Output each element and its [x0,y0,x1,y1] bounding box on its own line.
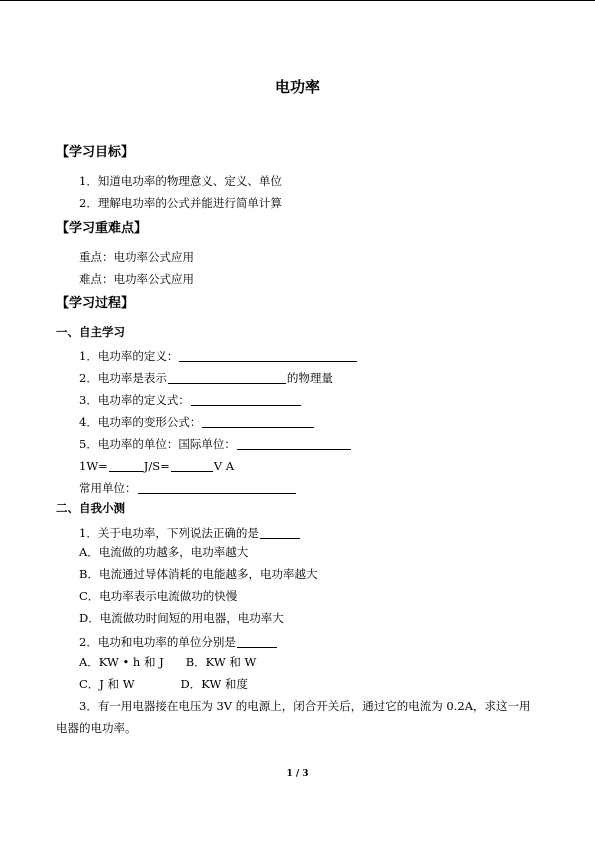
unit-c: V A [213,459,235,473]
self-test-q2 [79,635,278,649]
q2-text-pre: 2．电功率是表示 [79,371,167,385]
self-study-q2 [79,371,333,385]
q2-options-cd [79,679,248,691]
answer-blank[interactable] [237,635,277,648]
self-test-heading: 二、自我小测 [56,501,125,515]
option-b: B．电流通过导体消耗的电能越多，电功率越大 [79,567,318,581]
answer-blank[interactable] [138,481,296,494]
unit-a: 1W= [79,459,108,473]
answer-blank[interactable] [202,415,314,428]
self-study-q3 [79,393,302,407]
option-a: A．电流做的功越多，电功率越大 [79,545,249,559]
q3-text: 3．电功率的定义式： [79,393,190,407]
page-number: 1 / 3 [286,769,309,779]
self-study-q1 [79,349,358,363]
q2-option-a: A．KW • h 和 J [79,655,164,669]
answer-blank[interactable] [168,371,286,384]
q2-option-b: B．KW 和 W [185,655,257,669]
key-point: 重点：电功率公式应用 [79,250,194,264]
key-points-heading: 【学习重难点】 [56,221,148,236]
option-d: D．电流做功时间短的用电器，电功率大 [79,611,284,625]
goal-item-1: 1．知道电功率的物理意义、定义、单位 [79,174,282,188]
difficult-point: 难点：电功率公式应用 [79,272,194,286]
self-study-q4 [79,415,315,429]
common-unit-text: 常用单位： [79,481,137,495]
self-study-q5 [79,437,352,451]
q2-text-post: 的物理量 [286,371,333,385]
q2-option-d: D．KW 和度 [180,677,248,691]
q5-text: 5．电功率的单位：国际单位： [79,437,236,451]
answer-blank[interactable] [191,393,301,406]
self-study-heading: 一、自主学习 [56,325,125,339]
q2-option-c: C．J 和 W [79,677,135,691]
process-heading: 【学习过程】 [56,296,135,311]
answer-blank[interactable] [109,459,143,472]
unit-conversion [79,459,234,473]
option-c: C．电功率表示电流做功的快慢 [79,589,238,603]
self-test-q1 [79,526,301,540]
common-unit [79,481,297,495]
self-test-q3-line2: 电器的电功率。 [56,721,137,735]
q4-text: 4．电功率的变形公式： [79,415,202,429]
q2-text: 2．电功和电功率的单位分别是 [79,635,236,649]
goals-heading: 【学习目标】 [56,145,135,160]
q1-text: 1．电功率的定义： [79,349,179,363]
q1-text: 1．关于电功率，下列说法正确的是 [79,526,259,540]
answer-blank[interactable] [260,526,300,539]
top-rule [0,0,595,1]
answer-blank[interactable] [237,437,351,450]
self-test-q3-line1: 3．有一用电器接在电压为 3V 的电源上，闭合开关后，通过它的电流为 0.2A，求这一用 [79,699,531,713]
page-title: 电功率 [274,78,320,96]
q2-options-ab [79,657,256,669]
answer-blank[interactable] [179,349,357,362]
answer-blank[interactable] [171,459,213,472]
goal-item-2: 2．理解电功率的公式并能进行简单计算 [79,196,282,210]
unit-b: J/S= [143,459,170,473]
